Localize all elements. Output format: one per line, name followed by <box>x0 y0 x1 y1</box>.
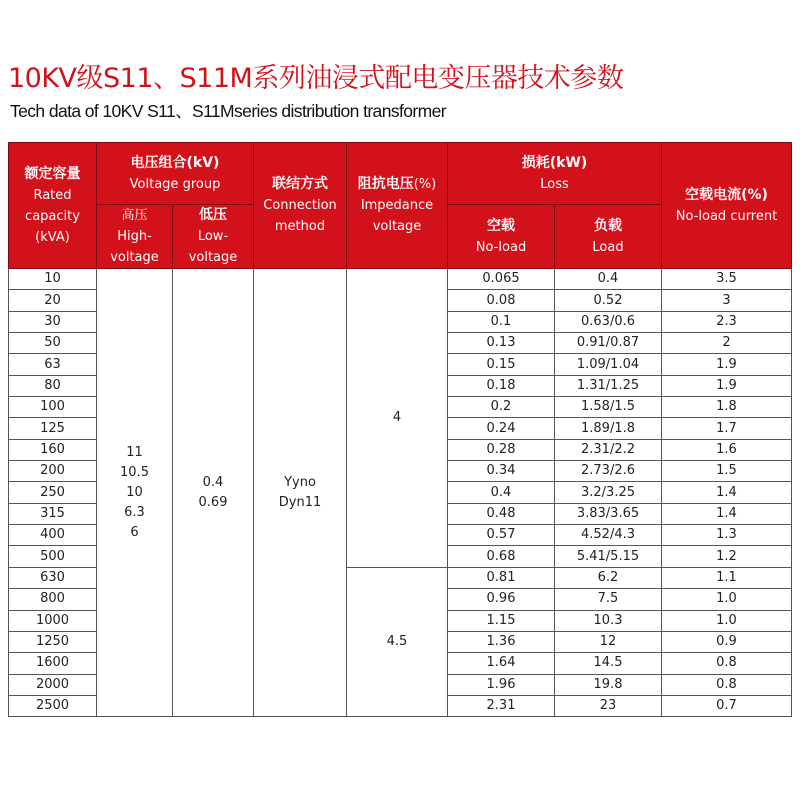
cell-capacity: 63 <box>9 354 97 375</box>
cell-load-loss: 0.63/0.6 <box>555 311 662 332</box>
cell-no-load-loss: 0.1 <box>448 311 555 332</box>
cell-no-load-loss: 0.24 <box>448 418 555 439</box>
cell-no-load-loss: 0.4 <box>448 482 555 503</box>
cell-no-load-current: 1.9 <box>662 354 792 375</box>
cell-no-load-loss: 0.57 <box>448 525 555 546</box>
cell-no-load-loss: 2.31 <box>448 695 555 716</box>
cell-load-loss: 4.52/4.3 <box>555 525 662 546</box>
cell-no-load-loss: 0.08 <box>448 290 555 311</box>
header-rated-capacity: 额定容量 Rated capacity (kVA) <box>9 143 97 269</box>
cell-load-loss: 1.89/1.8 <box>555 418 662 439</box>
cell-capacity: 50 <box>9 333 97 354</box>
cell-capacity: 1250 <box>9 631 97 652</box>
cell-capacity: 125 <box>9 418 97 439</box>
cell-capacity: 200 <box>9 461 97 482</box>
header-high-voltage: 高压 High- voltage <box>97 205 173 269</box>
cell-no-load-current: 1.6 <box>662 439 792 460</box>
cell-no-load-current: 2 <box>662 333 792 354</box>
cell-load-loss: 7.5 <box>555 589 662 610</box>
cell-high-voltage <box>97 269 173 717</box>
cell-capacity: 500 <box>9 546 97 567</box>
cell-no-load-loss: 0.68 <box>448 546 555 567</box>
cell-no-load-loss: 0.065 <box>448 269 555 290</box>
cell-no-load-current: 1.7 <box>662 418 792 439</box>
cell-connection-method <box>254 269 347 717</box>
header-load-loss: 负载 Load <box>555 205 662 269</box>
cell-capacity: 2000 <box>9 674 97 695</box>
cell-impedance-4-5: 4.5 <box>347 567 448 716</box>
cell-no-load-current: 1.5 <box>662 461 792 482</box>
spec-table-body <box>9 269 792 717</box>
cell-load-loss: 10.3 <box>555 610 662 631</box>
header-no-load-loss: 空载 No-load <box>448 205 555 269</box>
cell-capacity: 100 <box>9 397 97 418</box>
cell-load-loss: 0.91/0.87 <box>555 333 662 354</box>
cell-load-loss: 3.83/3.65 <box>555 503 662 524</box>
cell-load-loss: 19.8 <box>555 674 662 695</box>
cell-load-loss: 0.4 <box>555 269 662 290</box>
cell-load-loss: 23 <box>555 695 662 716</box>
cell-capacity: 1600 <box>9 653 97 674</box>
cell-no-load-loss: 0.96 <box>448 589 555 610</box>
cell-no-load-loss: 1.36 <box>448 631 555 652</box>
cell-no-load-current: 1.8 <box>662 397 792 418</box>
cell-no-load-current: 3.5 <box>662 269 792 290</box>
cell-capacity: 20 <box>9 290 97 311</box>
cell-no-load-loss: 1.64 <box>448 653 555 674</box>
low-voltage-value: 0.69 <box>198 494 228 510</box>
high-voltage-value: 6 <box>130 524 139 540</box>
cell-no-load-loss: 0.13 <box>448 333 555 354</box>
header-connection-method: 联结方式 Connection method <box>254 143 347 269</box>
high-voltage-value: 10 <box>126 484 143 500</box>
cell-load-loss: 3.2/3.25 <box>555 482 662 503</box>
spec-table <box>8 142 792 717</box>
cell-capacity: 250 <box>9 482 97 503</box>
header-no-load-current: 空载电流(%) No-load current <box>662 143 792 269</box>
cell-no-load-current: 1.3 <box>662 525 792 546</box>
cell-capacity: 160 <box>9 439 97 460</box>
cell-no-load-current: 0.7 <box>662 695 792 716</box>
page-title: 10KV级S11、S11M系列油浸式配电变压器技术参数 <box>8 63 624 94</box>
cell-load-loss: 12 <box>555 631 662 652</box>
cell-impedance-4: 4 <box>347 269 448 568</box>
page-subtitle: Tech data of 10KV S11、S11Mseries distribution transformer <box>10 101 446 121</box>
cell-no-load-current: 1.4 <box>662 503 792 524</box>
cell-no-load-loss: 0.28 <box>448 439 555 460</box>
cell-no-load-loss: 0.81 <box>448 567 555 588</box>
cell-capacity: 80 <box>9 375 97 396</box>
cell-capacity: 2500 <box>9 695 97 716</box>
cell-no-load-current: 1.0 <box>662 610 792 631</box>
cell-low-voltage <box>173 269 254 717</box>
cell-load-loss: 1.58/1.5 <box>555 397 662 418</box>
cell-no-load-loss: 0.48 <box>448 503 555 524</box>
high-voltage-value: 11 <box>126 444 143 460</box>
cell-capacity: 10 <box>9 269 97 290</box>
cell-load-loss: 14.5 <box>555 653 662 674</box>
cell-no-load-current: 0.9 <box>662 631 792 652</box>
cell-capacity: 800 <box>9 589 97 610</box>
header-voltage-group: 电压组合(kV) Voltage group <box>97 143 254 205</box>
cell-capacity: 315 <box>9 503 97 524</box>
cell-capacity: 400 <box>9 525 97 546</box>
cell-load-loss: 5.41/5.15 <box>555 546 662 567</box>
connection-value: Yyno <box>284 474 316 490</box>
cell-load-loss: 2.73/2.6 <box>555 461 662 482</box>
header-low-voltage: 低压 Low- voltage <box>173 205 254 269</box>
cell-capacity: 630 <box>9 567 97 588</box>
high-voltage-value: 10.5 <box>120 464 149 480</box>
cell-no-load-loss: 0.18 <box>448 375 555 396</box>
cell-load-loss: 1.09/1.04 <box>555 354 662 375</box>
cell-no-load-current: 1.1 <box>662 567 792 588</box>
cell-no-load-current: 0.8 <box>662 674 792 695</box>
cell-no-load-current: 2.3 <box>662 311 792 332</box>
cell-capacity: 30 <box>9 311 97 332</box>
high-voltage-value: 6.3 <box>124 504 145 520</box>
cell-no-load-loss: 0.2 <box>448 397 555 418</box>
cell-capacity: 1000 <box>9 610 97 631</box>
cell-no-load-current: 1.0 <box>662 589 792 610</box>
cell-load-loss: 0.52 <box>555 290 662 311</box>
cell-load-loss: 1.31/1.25 <box>555 375 662 396</box>
cell-no-load-current: 1.9 <box>662 375 792 396</box>
header-impedance-voltage: 阻抗电压(%) Impedance voltage <box>347 143 448 269</box>
cell-no-load-current: 3 <box>662 290 792 311</box>
cell-no-load-loss: 0.15 <box>448 354 555 375</box>
cell-no-load-current: 1.2 <box>662 546 792 567</box>
cell-load-loss: 2.31/2.2 <box>555 439 662 460</box>
header-loss: 损耗(kW) Loss <box>448 143 662 205</box>
cell-load-loss: 6.2 <box>555 567 662 588</box>
cell-no-load-loss: 1.15 <box>448 610 555 631</box>
cell-no-load-loss: 0.34 <box>448 461 555 482</box>
cell-no-load-current: 1.4 <box>662 482 792 503</box>
cell-no-load-current: 0.8 <box>662 653 792 674</box>
low-voltage-value: 0.4 <box>202 474 224 490</box>
connection-value: Dyn11 <box>278 494 322 510</box>
cell-no-load-loss: 1.96 <box>448 674 555 695</box>
table-row <box>9 269 792 290</box>
